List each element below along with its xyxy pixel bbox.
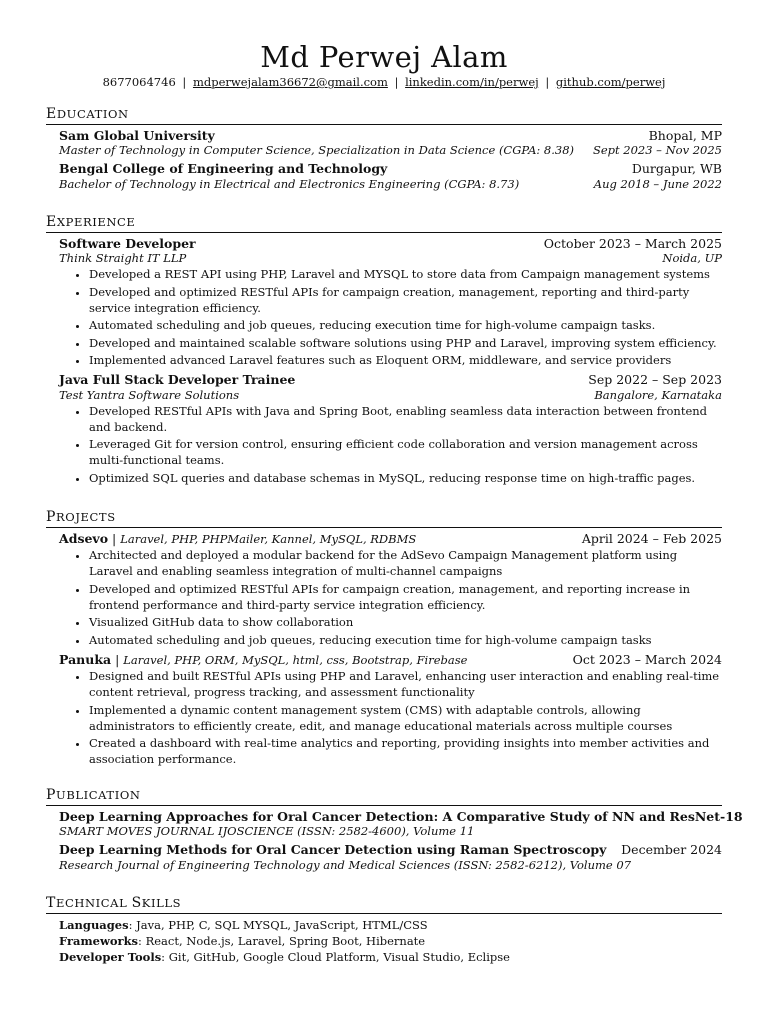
skills-value: Git, GitHub, Google Cloud Platform, Visual Studio, Eclipse: [168, 950, 510, 965]
bullet-item: • Implemented a dynamic content management system (CMS) with adaptable controls, allowing administrators to efficiently create, edit, and manage educational materials across multiple courses: [89, 702, 722, 734]
bullet-item: • Developed and optimized RESTful APIs for campaign creation, management, and reporting increase in frontend performance and third-party service integration efficiency.: [89, 581, 722, 613]
project-separator: |: [115, 651, 120, 667]
skills-value: Java, PHP, C, SQL MYSQL, JavaScript, HTML/CSS: [136, 918, 428, 933]
bullet-list: [59, 266, 722, 368]
project-entry: [46, 531, 722, 648]
education-entry: [46, 161, 722, 190]
experience-entry: [46, 236, 722, 368]
skills-label: Developer Tools: [59, 950, 162, 965]
phone-number: 8677064746: [102, 75, 176, 89]
heading-rest: UBLICATION: [56, 788, 141, 802]
email-link[interactable]: mdperwejalam36672@gmail.com: [192, 75, 388, 89]
institution-name: Sam Global University: [59, 128, 215, 144]
company-name: Test Yantra Software Solutions: [59, 387, 240, 402]
contact-separator: |: [182, 75, 187, 89]
skills-tools-row: Developer Tools: Git, GitHub, Google Cloud Platform, Visual Studio, Eclipse: [59, 950, 510, 965]
education-entry: [46, 128, 722, 157]
bullet-item: • Visualized GitHub data to show collaboration: [89, 614, 722, 630]
institution-location: Durgapur, WB: [631, 161, 722, 177]
section-heading: [46, 895, 722, 914]
project-separator: |: [112, 531, 117, 547]
heading-rest: KILLS: [141, 896, 182, 910]
skills-label: Frameworks: [59, 934, 139, 949]
project-dates: Oct 2023 – March 2024: [572, 651, 722, 667]
section-heading: [46, 214, 722, 233]
job-title: Software Developer: [59, 236, 196, 252]
bullet-list: [59, 668, 722, 767]
education-dates: Aug 2018 – June 2022: [593, 176, 722, 191]
skills-value: React, Node.js, Laravel, Spring Boot, Hibernate: [145, 934, 426, 949]
skills-list: [46, 917, 722, 965]
company-location: Noida, UP: [662, 251, 722, 266]
skills-section: [46, 895, 722, 965]
skills-frameworks-row: Frameworks: React, Node.js, Laravel, Spring Boot, Hibernate: [59, 934, 426, 949]
experience-section: [46, 214, 722, 490]
heading-initial: P: [46, 787, 57, 803]
bullet-item: • Automated scheduling and job queues, reducing execution time for high-volume campaign tasks: [89, 632, 722, 648]
heading-initial: E: [46, 214, 57, 230]
contact-line: [0, 75, 768, 89]
contact-separator: |: [394, 75, 399, 89]
heading-rest: ECHNICAL: [55, 896, 132, 910]
publication-entry: [46, 809, 743, 839]
bullet-item: • Developed and maintained scalable software solutions using PHP and Laravel, improving system efficiency.: [89, 335, 722, 351]
section-heading: [46, 106, 722, 125]
project-name: Adsevo: [59, 531, 109, 547]
heading-initial: E: [46, 106, 57, 122]
degree-text: Master of Technology in Computer Science, Specialization in Data Science (CGPA: 8.38): [59, 143, 575, 158]
bullet-item: • Designed and built RESTful APIs using PHP and Laravel, enhancing user interaction and enabling real-time content retrieval, progress tracking, and assessment functionality: [89, 668, 722, 700]
job-dates: October 2023 – March 2025: [543, 236, 722, 252]
heading-rest: XPERIENCE: [56, 215, 136, 229]
skills-label: Languages: [59, 918, 129, 933]
bullet-item: • Implemented advanced Laravel features such as Eloquent ORM, middleware, and service providers: [89, 352, 722, 368]
institution-location: Bhopal, MP: [648, 128, 722, 144]
bullet-item: • Developed RESTful APIs with Java and Spring Boot, enabling seamless data interaction between frontend and backend.: [89, 403, 722, 435]
company-location: Bangalore, Karnataka: [594, 387, 722, 402]
projects-section: [46, 509, 722, 771]
publication-title: Deep Learning Methods for Oral Cancer Detection using Raman Spectroscopy: [59, 842, 607, 858]
bullet-item: • Architected and deployed a modular backend for the AdSevo Campaign Management platform using Laravel and enabling seamless integration of multi-channel campaigns: [89, 547, 722, 579]
project-stack: Laravel, PHP, PHPMailer, Kannel, MySQL, RDBMS: [120, 532, 417, 547]
education-section: [46, 106, 722, 195]
bullet-item: • Automated scheduling and job queues, reducing execution time for high-volume campaign tasks.: [89, 317, 722, 333]
bullet-list: [59, 547, 722, 648]
job-dates: Sep 2022 – Sep 2023: [588, 372, 722, 388]
bullet-item: • Developed a REST API using PHP, Laravel and MYSQL to store data from Campaign management systems: [89, 266, 722, 282]
section-heading: [46, 787, 722, 806]
skills-languages-row: Languages: Java, PHP, C, SQL MYSQL, JavaScript, HTML/CSS: [59, 918, 428, 933]
contact-separator: |: [545, 75, 550, 89]
project-name: Panuka: [59, 651, 112, 667]
bullet-item: • Developed and optimized RESTful APIs for campaign creation, management, reporting and third-party service integration efficiency.: [89, 284, 722, 316]
institution-name: Bengal College of Engineering and Technology: [59, 161, 388, 177]
bullet-list: [59, 403, 722, 486]
project-entry: [46, 652, 722, 767]
heading-initial: S: [131, 895, 142, 911]
heading-initial: T: [46, 895, 56, 911]
linkedin-link[interactable]: linkedin.com/in/perwej: [405, 75, 539, 89]
bullet-item: • Leveraged Git for version control, ensuring efficient code collaboration and version management across multi-functional teams.: [89, 436, 722, 468]
heading-initial: P: [46, 509, 57, 525]
section-heading: [46, 509, 722, 528]
candidate-name: Md Perwej Alam: [260, 40, 508, 74]
publication-venue: Research Journal of Engineering Technology and Medical Sciences (ISSN: 2582-6212), Volume 07: [59, 857, 632, 872]
heading-rest: ROJECTS: [56, 510, 116, 524]
publication-date: December 2024: [621, 842, 722, 858]
publication-section: [46, 787, 743, 876]
github-link[interactable]: github.com/perwej: [555, 75, 666, 89]
publication-entry: [46, 842, 722, 871]
job-title: Java Full Stack Developer Trainee: [59, 372, 296, 388]
experience-entry: [46, 372, 722, 485]
bullet-item: • Created a dashboard with real-time analytics and reporting, providing insights into member activities and association performance.: [89, 735, 722, 767]
publication-venue: SMART MOVES JOURNAL IJOSCIENCE (ISSN: 2582-4600), Volume 11: [59, 824, 475, 839]
company-name: Think Straight IT LLP: [59, 251, 187, 266]
heading-rest: DUCATION: [56, 107, 129, 121]
project-stack: Laravel, PHP, ORM, MySQL, html, css, Bootstrap, Firebase: [123, 652, 468, 667]
publication-title: Deep Learning Approaches for Oral Cancer Detection: A Comparative Study of NN and ResNet-18: [59, 809, 743, 825]
education-dates: Sept 2023 – Nov 2025: [592, 143, 722, 158]
resume-header: [0, 0, 768, 89]
degree-text: Bachelor of Technology in Electrical and Electronics Engineering (CGPA: 8.73): [59, 176, 520, 191]
project-dates: April 2024 – Feb 2025: [581, 531, 722, 547]
bullet-item: • Optimized SQL queries and database schemas in MySQL, reducing response time on high-traffic pages.: [89, 470, 722, 486]
